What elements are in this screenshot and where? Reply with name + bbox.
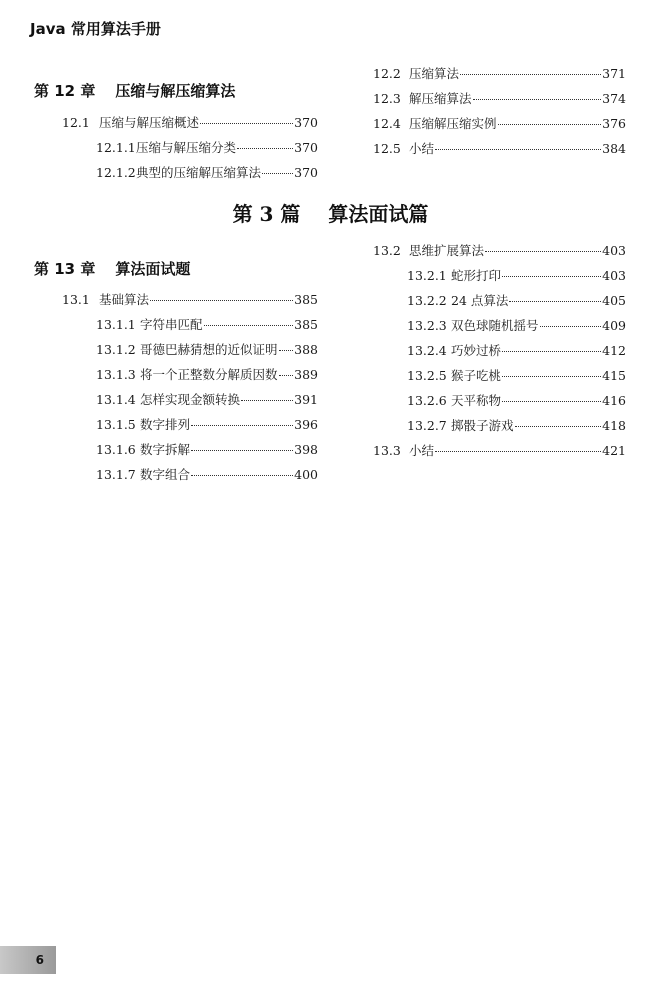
toc-entry-page: 418 — [602, 418, 626, 433]
toc-entry[interactable] — [62, 163, 318, 188]
toc-entry-number: 13.2.4 — [407, 343, 447, 358]
toc-entry-title: 24 点算法 — [451, 293, 509, 308]
toc-entry-title: 天平称物 — [451, 393, 502, 408]
toc-entry[interactable] — [373, 316, 626, 341]
toc-entry-title: 解压缩算法 — [409, 91, 472, 106]
toc-entry-number: 13.2.2 — [407, 293, 447, 308]
toc-entry-number: 13.2.3 — [407, 318, 447, 333]
leader-dots — [460, 74, 601, 75]
toc-entry-number: 13.1 — [62, 292, 90, 307]
toc-entry-page: 415 — [602, 368, 626, 383]
toc-entry-title: 字符串匹配 — [140, 317, 203, 332]
leader-dots — [473, 99, 602, 100]
toc-entry-page: 370 — [294, 140, 318, 155]
toc-entry-number: 12.5 — [373, 141, 401, 156]
leader-dots — [502, 376, 601, 377]
chapter-12-heading — [34, 80, 235, 101]
toc-entry-number: 13.1.2 — [96, 342, 136, 357]
toc-entry[interactable] — [62, 113, 318, 138]
leader-dots — [509, 301, 601, 302]
toc-entry[interactable] — [62, 365, 318, 390]
toc-entry-title: 压缩解压缩实例 — [409, 116, 497, 131]
toc-entry-number: 13.2.7 — [407, 418, 447, 433]
toc-entry[interactable] — [373, 139, 626, 164]
toc-entry[interactable] — [373, 114, 626, 139]
toc-entry[interactable] — [62, 138, 318, 163]
leader-dots — [279, 375, 294, 376]
leader-dots — [485, 251, 601, 252]
toc-entry-number: 13.2.6 — [407, 393, 447, 408]
toc-entry[interactable] — [373, 341, 626, 366]
toc-entry[interactable] — [62, 315, 318, 340]
toc-entry-number: 13.1.3 — [96, 367, 136, 382]
toc-entry-number: 13.1.6 — [96, 442, 136, 457]
toc-entry-number: 13.2.5 — [407, 368, 447, 383]
leader-dots — [204, 325, 294, 326]
chapter-12-toc-left — [62, 113, 318, 188]
toc-entry[interactable] — [373, 391, 626, 416]
leader-dots — [191, 450, 293, 451]
toc-entry-page: 412 — [602, 343, 626, 358]
chapter-13-heading — [34, 258, 190, 279]
toc-entry-page: 384 — [602, 141, 626, 156]
toc-entry[interactable] — [62, 415, 318, 440]
toc-entry[interactable] — [373, 266, 626, 291]
toc-entry[interactable] — [373, 366, 626, 391]
chapter-13-toc-left — [62, 290, 318, 490]
toc-entry[interactable] — [62, 465, 318, 490]
toc-entry-page: 400 — [294, 467, 318, 482]
toc-entry-page: 371 — [602, 66, 626, 81]
toc-entry-page: 370 — [294, 115, 318, 130]
toc-entry-number: 12.3 — [373, 91, 401, 106]
toc-entry-number: 13.2.1 — [407, 268, 447, 283]
toc-entry-page: 403 — [602, 268, 626, 283]
toc-entry-number: 13.1.4 — [96, 392, 136, 407]
toc-entry-page: 388 — [294, 342, 318, 357]
toc-entry[interactable] — [62, 390, 318, 415]
leader-dots — [502, 276, 601, 277]
toc-entry[interactable] — [373, 241, 626, 266]
leader-dots — [540, 326, 602, 327]
toc-entry[interactable] — [373, 64, 626, 89]
leader-dots — [191, 475, 293, 476]
toc-entry-page: 389 — [294, 367, 318, 382]
toc-entry-title: 数字排列 — [140, 417, 191, 432]
chapter-13-title: 算法面试题 — [115, 260, 191, 278]
leader-dots — [502, 401, 601, 402]
toc-entry-number: 12.1.2 — [96, 165, 136, 180]
toc-entry-number: 13.1.7 — [96, 467, 136, 482]
toc-entry-title: 典型的压缩解压缩算法 — [136, 165, 262, 180]
toc-entry-title: 小结 — [409, 443, 435, 458]
toc-entry-page: 405 — [602, 293, 626, 308]
chapter-12-label: 第 12 章 — [34, 82, 96, 100]
toc-entry-title: 基础算法 — [99, 292, 150, 307]
leader-dots — [435, 451, 601, 452]
leader-dots — [262, 173, 293, 174]
page-number: 6 — [35, 953, 44, 967]
toc-entry-number: 13.1.5 — [96, 417, 136, 432]
toc-entry[interactable] — [62, 340, 318, 365]
leader-dots — [241, 400, 293, 401]
toc-entry-page: 376 — [602, 116, 626, 131]
part-3-label: 第 3 篇 — [232, 202, 301, 226]
toc-entry[interactable] — [373, 89, 626, 114]
toc-entry-title: 哥德巴赫猜想的近似证明 — [140, 342, 278, 357]
toc-entry-title: 数字拆解 — [140, 442, 191, 457]
leader-dots — [515, 426, 602, 427]
toc-entry-page: 398 — [294, 442, 318, 457]
toc-entry-number: 12.1.1 — [96, 140, 136, 155]
running-header: Java 常用算法手册 — [30, 20, 161, 38]
toc-entry-title: 压缩与解压缩分类 — [136, 140, 237, 155]
chapter-12-title: 压缩与解压缩算法 — [115, 82, 236, 100]
leader-dots — [502, 351, 601, 352]
page-number-tab — [0, 946, 56, 974]
toc-entry-number: 13.1.1 — [96, 317, 136, 332]
toc-entry-title: 巧妙过桥 — [451, 343, 502, 358]
leader-dots — [279, 350, 294, 351]
toc-entry-title: 猴子吃桃 — [451, 368, 502, 383]
toc-entry[interactable] — [62, 440, 318, 465]
toc-entry-title: 小结 — [409, 141, 435, 156]
toc-entry-title: 将一个正整数分解质因数 — [140, 367, 278, 382]
leader-dots — [435, 149, 601, 150]
toc-entry-title: 思维扩展算法 — [409, 243, 485, 258]
toc-entry-page: 385 — [294, 292, 318, 307]
toc-entry-title: 压缩算法 — [409, 66, 460, 81]
toc-entry-number: 13.2 — [373, 243, 401, 258]
chapter-13-label: 第 13 章 — [34, 260, 96, 278]
leader-dots — [498, 124, 602, 125]
toc-entry-title: 蛇形打印 — [451, 268, 502, 283]
part-3-title: 算法面试篇 — [328, 202, 429, 226]
toc-entry-page: 403 — [602, 243, 626, 258]
chapter-13-toc-right — [373, 241, 626, 466]
toc-entry-page: 370 — [294, 165, 318, 180]
part-3-heading — [0, 198, 661, 227]
leader-dots — [237, 148, 293, 149]
toc-entry-page: 374 — [602, 91, 626, 106]
leader-dots — [200, 123, 293, 124]
toc-entry[interactable] — [62, 290, 318, 315]
toc-entry-page: 416 — [602, 393, 626, 408]
toc-entry-title: 数字组合 — [140, 467, 191, 482]
toc-entry-title: 压缩与解压缩概述 — [99, 115, 200, 130]
toc-entry-page: 391 — [294, 392, 318, 407]
toc-entry[interactable] — [373, 291, 626, 316]
leader-dots — [150, 300, 293, 301]
chapter-12-toc-right — [373, 64, 626, 164]
toc-entry[interactable] — [373, 441, 626, 466]
toc-entry-page: 396 — [294, 417, 318, 432]
toc-entry-page: 385 — [294, 317, 318, 332]
leader-dots — [191, 425, 293, 426]
toc-entry-number: 13.3 — [373, 443, 401, 458]
toc-entry-number: 12.2 — [373, 66, 401, 81]
toc-entry-title: 掷骰子游戏 — [451, 418, 514, 433]
toc-entry-number: 12.1 — [62, 115, 90, 130]
toc-entry-title: 怎样实现金额转换 — [140, 392, 241, 407]
toc-entry[interactable] — [373, 416, 626, 441]
toc-entry-number: 12.4 — [373, 116, 401, 131]
toc-entry-page: 421 — [602, 443, 626, 458]
toc-entry-title: 双色球随机摇号 — [451, 318, 539, 333]
toc-entry-page: 409 — [602, 318, 626, 333]
